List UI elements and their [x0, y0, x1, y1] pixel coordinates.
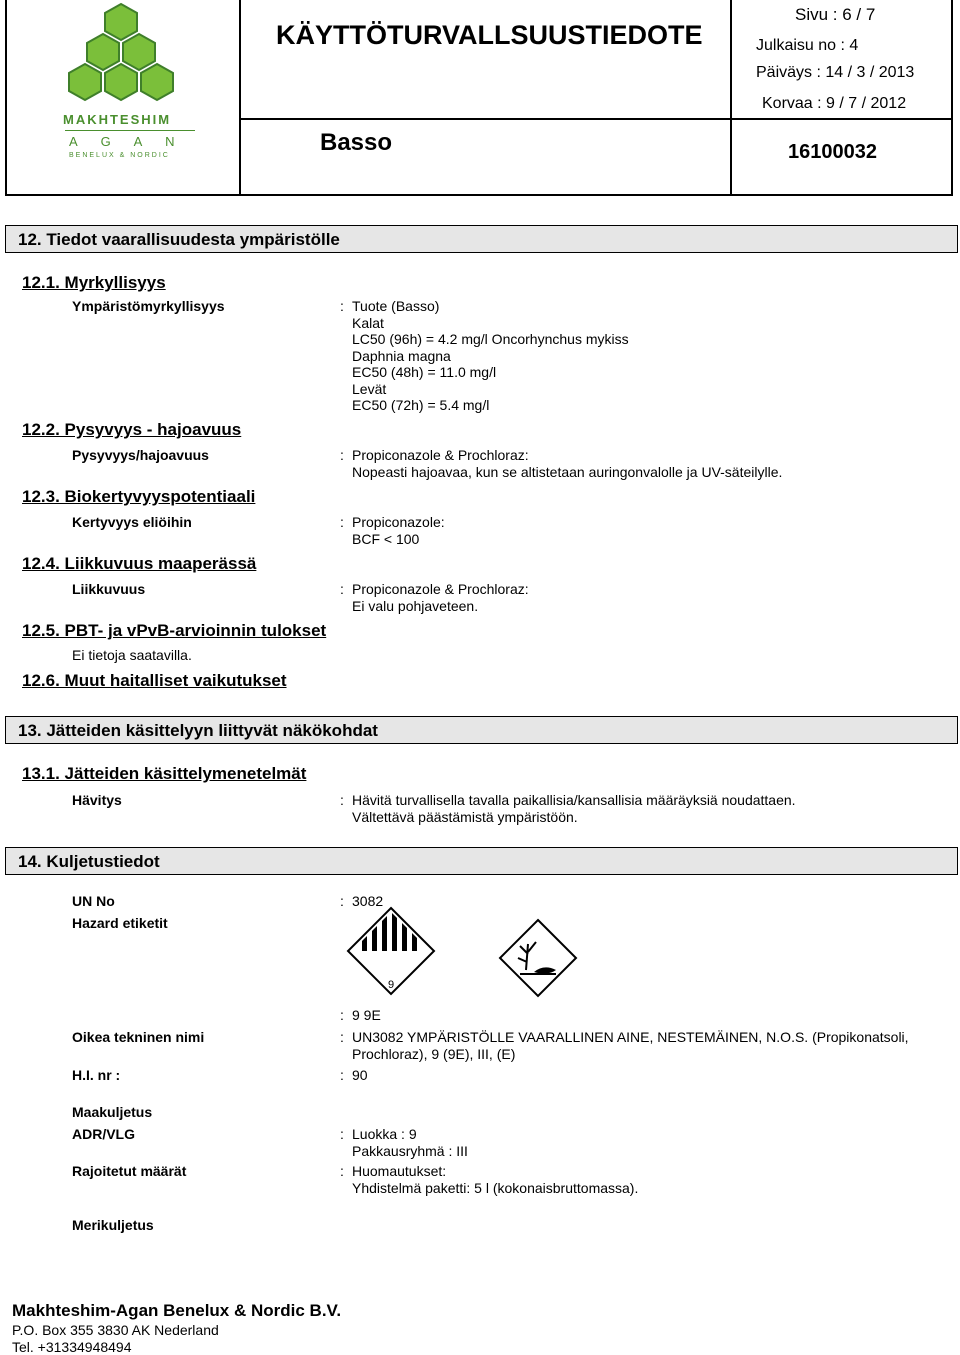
adr-values: Luokka : 9 Pakkausryhmä : III — [352, 1126, 468, 1159]
disposal-label: Hävitys — [72, 792, 122, 808]
section-12-heading: 12. Tiedot vaarallisuudesta ympäristölle — [5, 225, 958, 253]
limited-quantities-label: Rajoitetut määrät — [72, 1163, 187, 1179]
logo-name: MAKHTESHIM — [63, 112, 172, 127]
colon: : — [340, 893, 344, 909]
issue-number: Julkaisu no : 4 — [756, 37, 859, 54]
footer-phone: Tel. +31334948494 — [12, 1339, 132, 1355]
logo-sub: BENELUX & NORDIC — [69, 152, 170, 159]
colon: : — [340, 792, 344, 808]
product-name: Basso — [320, 129, 393, 156]
mobility-label: Liikkuvuus — [72, 581, 146, 597]
colon: : — [340, 514, 344, 530]
colon: : — [340, 1007, 344, 1023]
colon: : — [340, 1126, 344, 1142]
hazard-id-label: H.I. nr : — [72, 1067, 121, 1083]
section-14-heading: 14. Kuljetustiedot — [5, 847, 958, 875]
company-logo-icon — [5, 0, 237, 190]
colon: : — [340, 447, 344, 463]
issue-date: Päiväys : 14 / 3 / 2013 — [756, 64, 915, 81]
un-number-value: 3082 — [352, 893, 384, 909]
colon: : — [340, 1029, 344, 1045]
hazard-id-value: 90 — [352, 1067, 368, 1083]
subsection-12-2-title: 12.2. Pysyvyys - hajoavuus — [22, 420, 242, 439]
footer-company: Makhteshim-Agan Benelux & Nordic B.V. — [12, 1301, 342, 1320]
un-number-label: UN No — [72, 893, 115, 909]
subsection-12-5-title: 12.5. PBT- ja vPvB-arvioinnin tulokset — [22, 621, 327, 640]
colon: : — [340, 581, 344, 597]
bioaccumulation-label: Kertyvyys eliöihin — [72, 514, 192, 530]
subsection-12-4-title: 12.4. Liikkuvuus maaperässä — [22, 554, 257, 573]
colon: : — [340, 1067, 344, 1083]
class-9-hazard-icon — [346, 906, 436, 996]
road-transport-label: Maakuljetus — [72, 1104, 153, 1120]
adr-label: ADR/VLG — [72, 1126, 135, 1142]
logo-cell — [5, 0, 241, 196]
replaces-date: Korvaa : 9 / 7 / 2012 — [762, 95, 907, 112]
page-number: Sivu : 6 / 7 — [795, 5, 876, 24]
subsection-13-1-title: 13.1. Jätteiden käsittelymenetelmät — [22, 764, 307, 783]
colon: : — [340, 298, 344, 314]
logo-agan: A G A N — [69, 134, 185, 149]
document-title: KÄYTTÖTURVALLSUUSTIEDOTE — [276, 20, 703, 50]
ecotoxicity-label: Ympäristömyrkyllisyys — [72, 298, 225, 314]
environment-hazard-icon — [498, 918, 578, 998]
product-code: 16100032 — [788, 141, 877, 163]
header-code-separator — [730, 118, 732, 196]
disposal-values: Hävitä turvallisella tavalla paikallisia/kansallisia määräyksiä noudattaen. Vältettävä päästämistä ympäristöön. — [352, 792, 796, 825]
footer-address: P.O. Box 355 3830 AK Nederland — [12, 1322, 219, 1338]
limited-quantities-values: Huomautukset: Yhdistelmä paketti: 5 l (kokonaisbruttomassa). — [352, 1163, 639, 1196]
logo-divider — [65, 130, 195, 131]
colon: : — [340, 1163, 344, 1179]
subsection-12-3-title: 12.3. Biokertyvyyspotentiaali — [22, 487, 256, 506]
proper-shipping-name-value: UN3082 YMPÄRISTÖLLE VAARALLINEN AINE, NESTEMÄINEN, N.O.S. (Propikonatsoli, Prochloraz), 9 (9E), III, (E) — [352, 1029, 909, 1062]
class-value: 9 9E — [352, 1007, 381, 1023]
mobility-values: Propiconazole & Prochloraz: Ei valu pohjaveteen. — [352, 581, 529, 614]
persistence-label: Pysyvyys/hajoavuus — [72, 447, 209, 463]
subsection-12-1-title: 12.1. Myrkyllisyys — [22, 273, 166, 292]
sea-transport-label: Merikuljetus — [72, 1217, 154, 1233]
header-divider — [241, 118, 953, 120]
pbt-text: Ei tietoja saatavilla. — [72, 647, 192, 663]
hazard-labels-label: Hazard etiketit — [72, 915, 168, 931]
class-9-number: 9 — [387, 979, 395, 991]
section-13-heading: 13. Jätteiden käsittelyyn liittyvät näkökohdat — [5, 716, 958, 744]
bioaccumulation-values: Propiconazole: BCF < 100 — [352, 514, 445, 547]
ecotoxicity-values: Tuote (Basso) Kalat LC50 (96h) = 4.2 mg/l Oncorhynchus mykiss Daphnia magna EC50 (48h) = 11.0 mg/l Levät EC50 (72h) = 5.4 mg/l — [352, 298, 629, 413]
proper-shipping-name-label: Oikea tekninen nimi — [72, 1029, 205, 1045]
persistence-values: Propiconazole & Prochloraz: Nopeasti hajoavaa, kun se altistetaan auringonvalolle ja UV-säteilylle. — [352, 447, 783, 480]
subsection-12-6-title: 12.6. Muut haitalliset vaikutukset — [22, 671, 287, 690]
